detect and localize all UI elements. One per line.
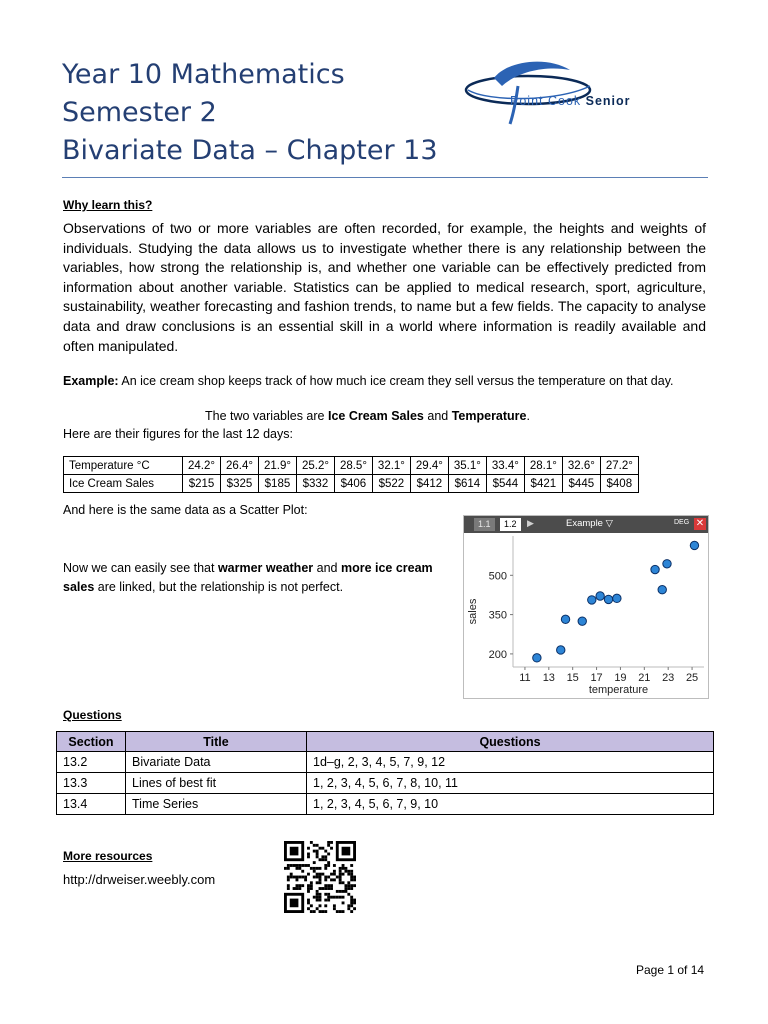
scatter-plot — [464, 533, 708, 698]
page-number: Page 1 of 14 — [636, 963, 705, 977]
x-tick-label: 17 — [590, 672, 603, 684]
temp-cell: 28.1° — [524, 457, 562, 475]
title-cell: Time Series — [126, 794, 307, 815]
temp-cell: 24.2° — [183, 457, 221, 475]
scatter-point — [651, 565, 659, 573]
x-axis-label: temperature — [588, 684, 649, 696]
x-tick-label: 21 — [638, 672, 651, 684]
data-table — [63, 456, 639, 493]
variable-1: Ice Cream Sales — [327, 409, 424, 423]
sales-cell: $215 — [183, 475, 221, 493]
questions-heading: Questions — [63, 708, 122, 722]
why-heading: Why learn this? — [63, 198, 153, 212]
scatter-point — [596, 592, 604, 600]
temperature-row — [64, 457, 639, 475]
questions-cell: 1, 2, 3, 4, 5, 6, 7, 9, 10 — [307, 794, 714, 815]
conclusion-bold-2: more ice cream sales — [63, 561, 433, 594]
conclusion-mid: and — [313, 561, 341, 575]
sales-cell: $412 — [410, 475, 448, 493]
logo-text-senior: Senior — [585, 94, 631, 108]
temp-cell: 29.4° — [410, 457, 448, 475]
scatter-point — [578, 617, 586, 625]
scatter-point — [533, 654, 541, 662]
chevron-down-icon: ▽ — [605, 518, 613, 529]
variables-line — [205, 408, 530, 424]
tab-1-1[interactable]: 1.1 — [474, 518, 495, 531]
temp-cell: 28.5° — [334, 457, 372, 475]
calculator-screen — [463, 515, 709, 699]
x-tick-label: 15 — [566, 672, 579, 684]
table-row — [57, 752, 714, 773]
chevron-right-icon[interactable]: ▶ — [527, 518, 534, 528]
document-name[interactable] — [566, 518, 613, 529]
questions-cell: 1d–g, 2, 3, 4, 5, 7, 9, 12 — [307, 752, 714, 773]
section-cell: 13.3 — [57, 773, 126, 794]
qr-code-icon — [283, 841, 357, 913]
logo-text-point-cook: Point Cook — [510, 94, 586, 108]
title-cell: Bivariate Data — [126, 752, 307, 773]
section-cell: 13.2 — [57, 752, 126, 773]
document-name-label: Example — [566, 518, 603, 529]
temp-cell: 35.1° — [448, 457, 486, 475]
questions-cell: 1, 2, 3, 4, 5, 6, 7, 8, 10, 11 — [307, 773, 714, 794]
example-paragraph — [63, 373, 706, 389]
calculator-toolbar — [464, 516, 708, 533]
y-tick-label: 500 — [488, 570, 507, 583]
temp-cell: 32.6° — [562, 457, 600, 475]
resources-heading: More resources — [63, 849, 153, 863]
sales-label: Ice Cream Sales — [64, 475, 183, 493]
sales-cell: $185 — [258, 475, 296, 493]
x-tick-label: 11 — [519, 672, 531, 684]
table-row — [57, 794, 714, 815]
y-tick-label: 350 — [488, 609, 507, 622]
scatter-point — [613, 594, 621, 602]
scatter-point — [588, 596, 596, 604]
conclusion-bold-1: warmer weather — [217, 561, 314, 575]
questions-table — [56, 731, 714, 815]
variables-mid: and — [423, 409, 452, 423]
conclusion-pre: Now we can easily see that — [63, 561, 218, 575]
sales-cell: $614 — [448, 475, 486, 493]
temp-cell: 27.2° — [600, 457, 638, 475]
angle-mode: DEG — [674, 519, 690, 526]
x-tick-label: 13 — [542, 672, 555, 684]
scatter-point — [561, 615, 569, 623]
title-line-1: Year 10 Mathematics — [62, 59, 345, 90]
scatter-point — [557, 646, 565, 654]
sales-cell: $421 — [524, 475, 562, 493]
section-cell: 13.4 — [57, 794, 126, 815]
school-logo — [458, 56, 698, 126]
why-paragraph: Observations of two or more variables are often recorded, for example, the heights and weights of individuals. Studying the data allows us to investigate whether there is any relationship between the variables, how strong the relationship is, and whether one variable can be effectively predicted from information about another variable. Statistics can be applied to medical research, sport, agriculture, sustainability, weather forecasting and fashion trends, to name but a few fields. The capacity to analyse data and draw conclusions is an essential skill in a world where information is readily available and often manipulated. — [63, 220, 706, 354]
sales-cell: $544 — [486, 475, 524, 493]
x-tick-label: 25 — [685, 672, 699, 684]
header-title: Title — [126, 732, 307, 752]
sales-cell: $406 — [334, 475, 372, 493]
scatter-point — [690, 541, 698, 549]
temp-cell: 21.9° — [258, 457, 296, 475]
scatter-point — [658, 586, 666, 594]
swoosh-logo-icon — [458, 56, 698, 126]
table-row — [57, 773, 714, 794]
close-icon[interactable]: ✕ — [695, 518, 705, 529]
sales-cell: $445 — [562, 475, 600, 493]
temp-cell: 33.4° — [486, 457, 524, 475]
title-line-3: Bivariate Data – Chapter 13 — [62, 135, 438, 166]
variable-2: Temperature — [451, 409, 527, 423]
sales-cell: $408 — [600, 475, 638, 493]
sales-cell: $325 — [220, 475, 258, 493]
sales-row — [64, 475, 639, 493]
conclusion-text — [63, 559, 433, 597]
example-label: Example: — [63, 374, 119, 388]
temperature-label: Temperature °C — [64, 457, 183, 475]
y-tick-label: 200 — [488, 648, 507, 661]
tab-1-2[interactable]: 1.2 — [500, 518, 521, 531]
title-line-2: Semester 2 — [62, 97, 217, 128]
title-divider — [62, 177, 708, 178]
y-axis-label: sales — [467, 598, 479, 625]
temp-cell: 25.2° — [296, 457, 334, 475]
conclusion-post: are linked, but the relationship is not perfect. — [94, 580, 344, 594]
scatter-intro: And here is the same data as a Scatter Plot: — [63, 503, 308, 517]
x-tick-label: 19 — [614, 672, 627, 684]
header-section: Section — [57, 732, 126, 752]
title-cell: Lines of best fit — [126, 773, 307, 794]
questions-header-row — [57, 732, 714, 752]
temp-cell: 32.1° — [372, 457, 410, 475]
figures-intro: Here are their figures for the last 12 days: — [63, 427, 293, 441]
variables-pre: The two variables are — [205, 409, 328, 423]
temp-cell: 26.4° — [220, 457, 258, 475]
sales-cell: $522 — [372, 475, 410, 493]
example-text: An ice cream shop keeps track of how much ice cream they sell versus the temperature on that day. — [118, 374, 674, 388]
scatter-point — [663, 560, 671, 568]
x-tick-label: 23 — [662, 672, 675, 684]
sales-cell: $332 — [296, 475, 334, 493]
header-questions: Questions — [307, 732, 714, 752]
scatter-point — [604, 595, 612, 603]
resources-link[interactable]: http://drweiser.weebly.com — [63, 872, 216, 887]
variables-post: . — [526, 409, 530, 423]
